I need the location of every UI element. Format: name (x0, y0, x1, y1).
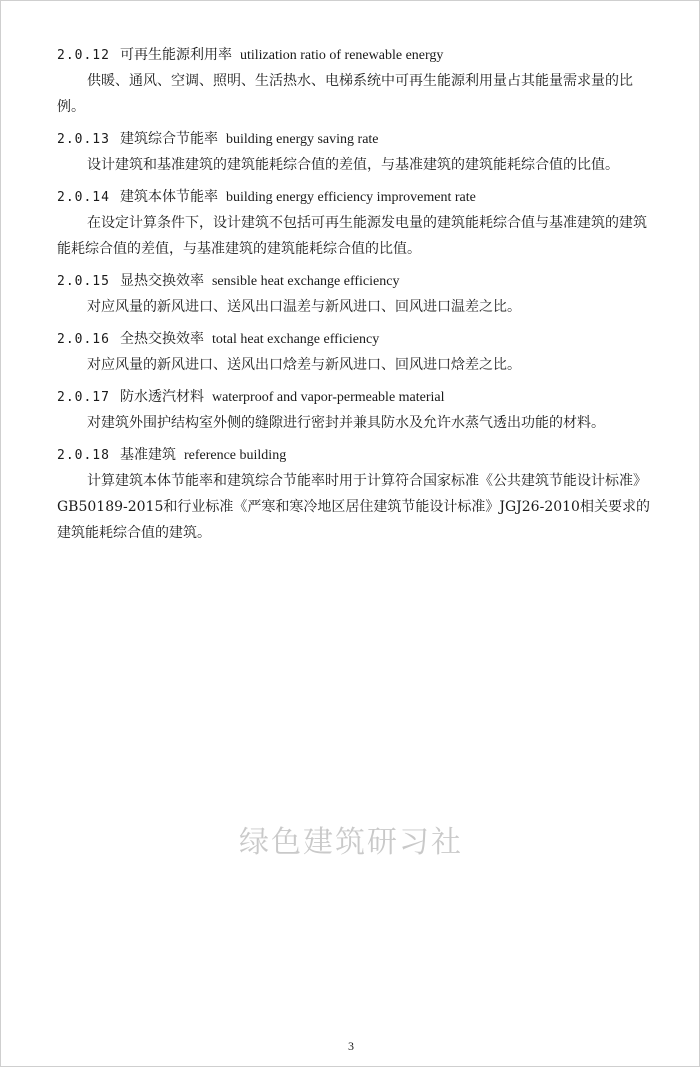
term-chinese: 显热交换效率 (119, 273, 204, 289)
term-heading (57, 445, 657, 466)
page-number: 3 (348, 1039, 354, 1053)
term-chinese: 建筑本体节能率 (119, 189, 218, 205)
term-number: 2.0.14 (57, 190, 110, 205)
term-definition: 在设定计算条件下，设计建筑不包括可再生能源发电量的建筑能耗综合值与基准建筑的建筑能耗综合值的差值，与基准建筑的建筑能耗综合值的比值。 (57, 215, 647, 257)
term-definition: 对建筑外围护结构室外侧的缝隙进行密封并兼具防水及允许水蒸气透出功能的材料。 (87, 415, 605, 431)
term-number: 2.0.15 (57, 274, 110, 289)
term-english: total heat exchange efficiency (211, 332, 380, 347)
term-entry (57, 187, 657, 262)
term-entry (57, 329, 657, 378)
term-number: 2.0.12 (57, 48, 110, 63)
term-entry (57, 387, 657, 436)
term-definition: 对应风量的新风进口、送风出口温差与新风进口、回风进口温差之比。 (87, 299, 521, 315)
term-english: waterproof and vapor-permeable material (211, 390, 445, 405)
term-entry (57, 445, 657, 546)
term-number: 2.0.18 (57, 448, 110, 463)
term-chinese: 全热交换效率 (119, 331, 204, 347)
term-definition: 计算建筑本体节能率和建筑综合节能率时用于计算符合国家标准《公共建筑节能设计标准》GB50189-2015和行业标准《严寒和寒冷地区居住建筑节能设计标准》JGJ26-2010相关要求的建筑能耗综合值的建筑。 (57, 473, 650, 541)
term-chinese: 基准建筑 (119, 447, 176, 463)
term-chinese: 可再生能源利用率 (119, 47, 232, 63)
term-english: utilization ratio of renewable energy (239, 48, 444, 63)
term-entry (57, 129, 657, 178)
term-entry (57, 45, 657, 120)
term-english: building energy saving rate (225, 132, 379, 147)
term-number: 2.0.16 (57, 332, 110, 347)
watermark: 绿色建筑研习社 (239, 825, 463, 860)
term-heading (57, 187, 657, 208)
term-heading (57, 129, 657, 150)
term-english: sensible heat exchange efficiency (211, 274, 400, 289)
term-chinese: 防水透汽材料 (119, 389, 204, 405)
term-entry (57, 271, 657, 320)
term-english: reference building (183, 448, 287, 463)
term-heading (57, 329, 657, 350)
term-heading (57, 387, 657, 408)
term-chinese: 建筑综合节能率 (119, 131, 218, 147)
term-english: building energy efficiency improvement rate (225, 190, 476, 205)
term-definition: 供暖、通风、空调、照明、生活热水、电梯系统中可再生能源利用量占其能量需求量的比例。 (57, 73, 633, 115)
term-definition: 设计建筑和基准建筑的建筑能耗综合值的差值，与基准建筑的建筑能耗综合值的比值。 (87, 157, 619, 173)
term-number: 2.0.13 (57, 132, 110, 147)
term-definition: 对应风量的新风进口、送风出口焓差与新风进口、回风进口焓差之比。 (87, 357, 521, 373)
term-number: 2.0.17 (57, 390, 110, 405)
terms-list (57, 45, 657, 555)
term-heading (57, 45, 657, 66)
term-heading (57, 271, 657, 292)
